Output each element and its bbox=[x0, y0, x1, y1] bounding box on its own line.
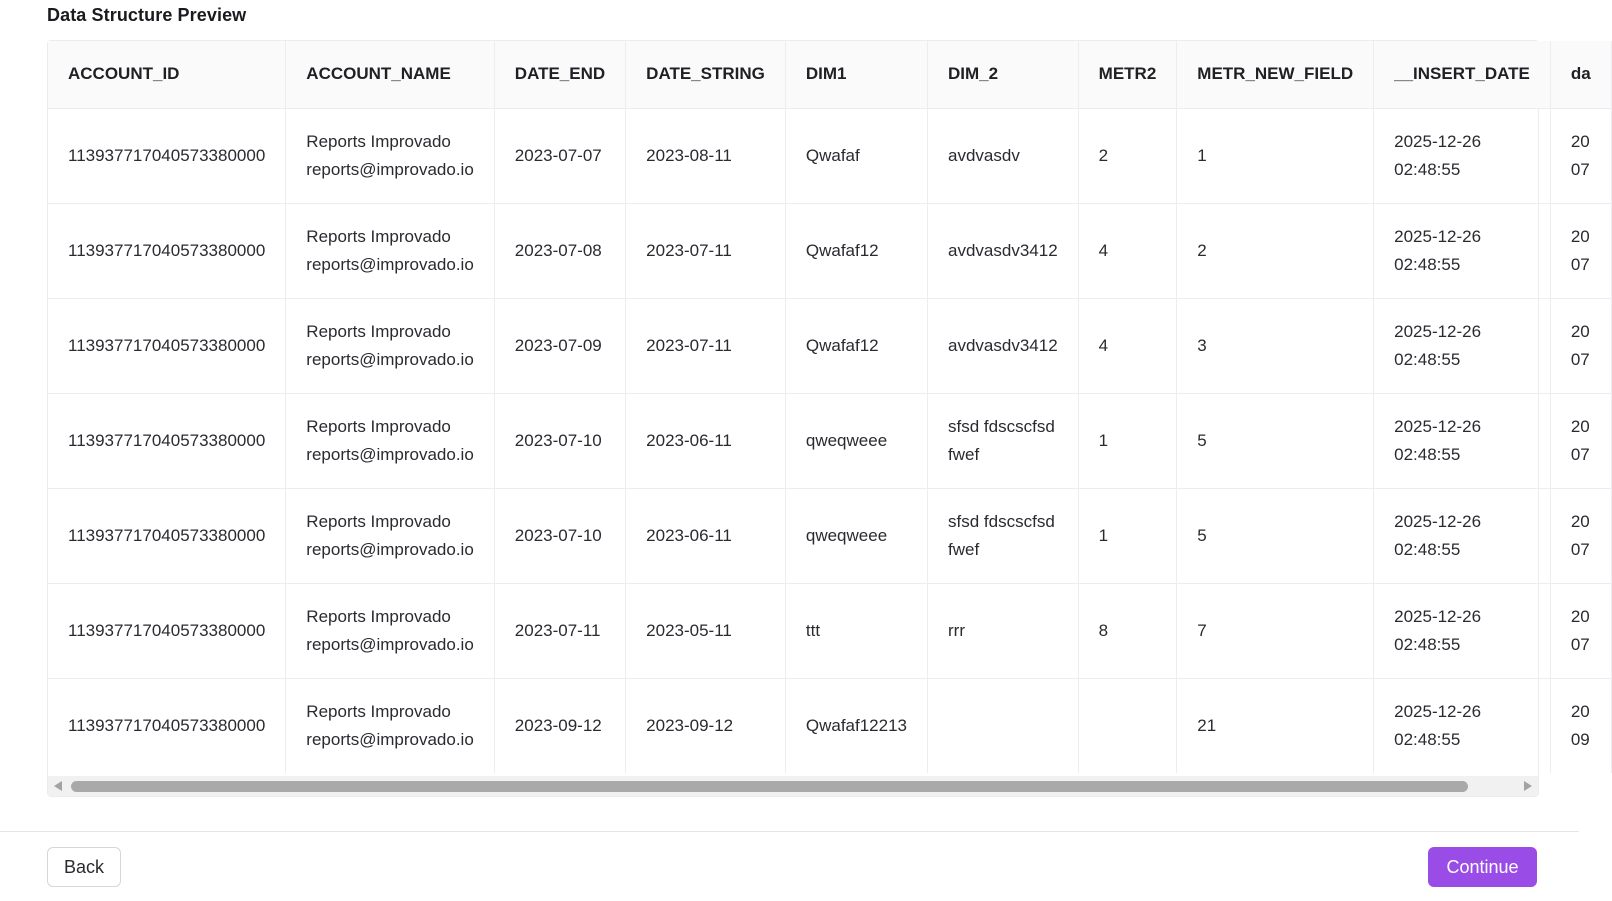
table-cell: 2023-08-11 bbox=[626, 108, 786, 203]
table-cell bbox=[1078, 678, 1177, 773]
column-header-dim-2[interactable]: DIM_2 bbox=[928, 41, 1079, 108]
table-cell: Reports Improvado reports@improvado.io bbox=[286, 203, 495, 298]
table-cell: Reports Improvado reports@improvado.io bbox=[286, 583, 495, 678]
table-cell: 113937717040573380000 bbox=[48, 393, 286, 488]
table-cell: 2023-06-11 bbox=[626, 488, 786, 583]
table-cell: 5 bbox=[1177, 393, 1374, 488]
table-cell: 20 07 bbox=[1550, 488, 1611, 583]
footer-divider bbox=[0, 831, 1579, 832]
scrollbar-thumb[interactable] bbox=[71, 781, 1468, 792]
table-cell: 1 bbox=[1078, 488, 1177, 583]
table-row bbox=[48, 108, 1611, 203]
continue-button[interactable]: Continue bbox=[1428, 847, 1537, 887]
table-row bbox=[48, 488, 1611, 583]
table-cell: 20 07 bbox=[1550, 203, 1611, 298]
arrow-right-icon[interactable] bbox=[1524, 781, 1532, 791]
table-cell: 2023-09-12 bbox=[494, 678, 625, 773]
table-cell: 2025-12-26 02:48:55 bbox=[1374, 298, 1551, 393]
table-cell: 2023-07-11 bbox=[494, 583, 625, 678]
table-cell: 113937717040573380000 bbox=[48, 488, 286, 583]
column-header-dim1[interactable]: DIM1 bbox=[785, 41, 927, 108]
table-cell: 4 bbox=[1078, 203, 1177, 298]
table-cell: Reports Improvado reports@improvado.io bbox=[286, 393, 495, 488]
table-cell: 2023-07-11 bbox=[626, 203, 786, 298]
table-row bbox=[48, 298, 1611, 393]
table-cell: 8 bbox=[1078, 583, 1177, 678]
table-cell: 113937717040573380000 bbox=[48, 678, 286, 773]
table-cell: 20 07 bbox=[1550, 298, 1611, 393]
table-cell: Qwafaf12 bbox=[785, 203, 927, 298]
arrow-left-icon[interactable] bbox=[54, 781, 62, 791]
column-header-metr2[interactable]: METR2 bbox=[1078, 41, 1177, 108]
table-row bbox=[48, 678, 1611, 773]
column-header-date-end[interactable]: DATE_END bbox=[494, 41, 625, 108]
table-cell bbox=[928, 678, 1079, 773]
table-cell: qweqweee bbox=[785, 488, 927, 583]
table-cell: 2023-07-11 bbox=[626, 298, 786, 393]
table-cell: 2025-12-26 02:48:55 bbox=[1374, 678, 1551, 773]
column-header-account-name[interactable]: ACCOUNT_NAME bbox=[286, 41, 495, 108]
table-row bbox=[48, 393, 1611, 488]
column-header-date-string[interactable]: DATE_STRING bbox=[626, 41, 786, 108]
table-cell: avdvasdv bbox=[928, 108, 1079, 203]
column-header-insert-date[interactable]: __INSERT_DATE bbox=[1374, 41, 1551, 108]
table-cell: 20 07 bbox=[1550, 583, 1611, 678]
table-cell: 4 bbox=[1078, 298, 1177, 393]
table-cell: 2023-07-10 bbox=[494, 393, 625, 488]
table-cell: 2023-07-08 bbox=[494, 203, 625, 298]
table-cell: Reports Improvado reports@improvado.io bbox=[286, 488, 495, 583]
table-cell: Reports Improvado reports@improvado.io bbox=[286, 108, 495, 203]
table-cell: 5 bbox=[1177, 488, 1374, 583]
table-cell: 113937717040573380000 bbox=[48, 203, 286, 298]
table-cell: 7 bbox=[1177, 583, 1374, 678]
table-cell: 1 bbox=[1078, 393, 1177, 488]
table-cell: 113937717040573380000 bbox=[48, 298, 286, 393]
table-cell: 2023-06-11 bbox=[626, 393, 786, 488]
column-header-metr-new-field[interactable]: METR_NEW_FIELD bbox=[1177, 41, 1374, 108]
table-cell: 2025-12-26 02:48:55 bbox=[1374, 203, 1551, 298]
table-cell: 2023-07-09 bbox=[494, 298, 625, 393]
back-button[interactable]: Back bbox=[47, 847, 121, 887]
table-cell: avdvasdv3412 bbox=[928, 298, 1079, 393]
data-preview-table-container bbox=[47, 40, 1591, 797]
table-cell: 113937717040573380000 bbox=[48, 583, 286, 678]
horizontal-scrollbar[interactable] bbox=[48, 776, 1538, 796]
table-cell: 2023-07-10 bbox=[494, 488, 625, 583]
table-cell: avdvasdv3412 bbox=[928, 203, 1079, 298]
table-cell: rrr bbox=[928, 583, 1079, 678]
table-cell: 2025-12-26 02:48:55 bbox=[1374, 583, 1551, 678]
table-cell: 2023-05-11 bbox=[626, 583, 786, 678]
table-cell: 2025-12-26 02:48:55 bbox=[1374, 108, 1551, 203]
table-cell: ttt bbox=[785, 583, 927, 678]
column-header-da[interactable]: da bbox=[1550, 41, 1611, 108]
table-cell: 2 bbox=[1078, 108, 1177, 203]
table-cell: Qwafaf12213 bbox=[785, 678, 927, 773]
table-cell: 113937717040573380000 bbox=[48, 108, 286, 203]
table-cell: 2025-12-26 02:48:55 bbox=[1374, 393, 1551, 488]
table-cell: 21 bbox=[1177, 678, 1374, 773]
table-cell: 2025-12-26 02:48:55 bbox=[1374, 488, 1551, 583]
data-preview-table bbox=[48, 41, 1612, 773]
table-header-row bbox=[48, 41, 1611, 108]
table-cell: 20 07 bbox=[1550, 393, 1611, 488]
table-cell: qweqweee bbox=[785, 393, 927, 488]
column-header-account-id[interactable]: ACCOUNT_ID bbox=[48, 41, 286, 108]
table-cell: 20 09 bbox=[1550, 678, 1611, 773]
table-row bbox=[48, 203, 1611, 298]
table-cell: 1 bbox=[1177, 108, 1374, 203]
table-cell: 2 bbox=[1177, 203, 1374, 298]
table-cell: 2023-09-12 bbox=[626, 678, 786, 773]
table-cell: 2023-07-07 bbox=[494, 108, 625, 203]
table-cell: sfsd fdscscfsd fwef bbox=[928, 393, 1079, 488]
table-cell: sfsd fdscscfsd fwef bbox=[928, 488, 1079, 583]
table-cell: Qwafaf12 bbox=[785, 298, 927, 393]
page-title: Data Structure Preview bbox=[47, 5, 247, 25]
table-cell: Reports Improvado reports@improvado.io bbox=[286, 298, 495, 393]
table-cell: Reports Improvado reports@improvado.io bbox=[286, 678, 495, 773]
table-scroll-area[interactable] bbox=[48, 41, 1591, 776]
table-cell: 20 07 bbox=[1550, 108, 1611, 203]
table-row bbox=[48, 583, 1611, 678]
table-cell: 3 bbox=[1177, 298, 1374, 393]
table-cell: Qwafaf bbox=[785, 108, 927, 203]
